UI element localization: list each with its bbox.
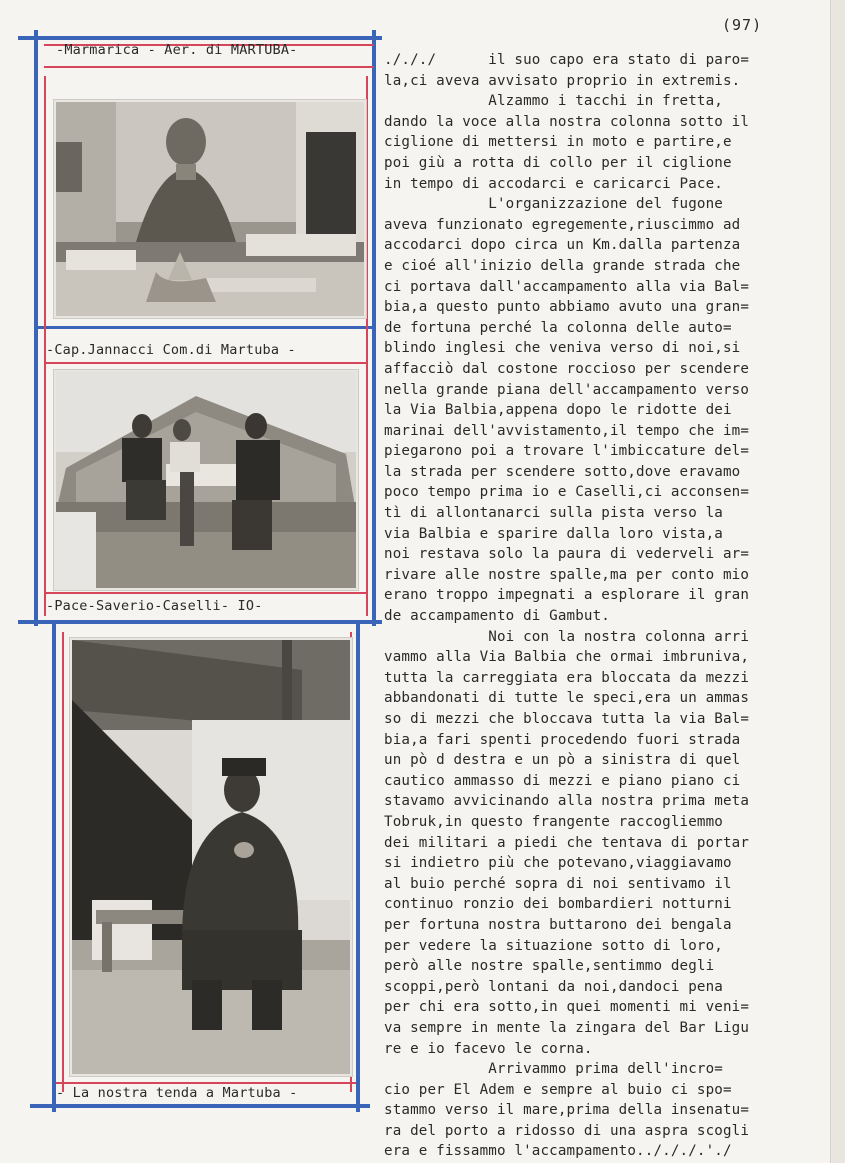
caption-top: -Marmarica - Aer. di MARTUBA-: [56, 42, 298, 58]
text-line: ci portava dall'accampamento alla via Bal=: [384, 278, 750, 295]
text-line: la strada per scendere sotto,dove eravamo: [384, 463, 741, 480]
photo-man-seated-image: [72, 640, 350, 1074]
red-line-mid-2: [46, 592, 366, 594]
frame-top-line: [18, 36, 382, 40]
red-line-lower-left: [62, 632, 64, 1092]
frame-lower-left: [52, 622, 56, 1112]
red-line-top-2: [44, 66, 374, 68]
text-line: L'organizzazione del fugone: [384, 196, 723, 213]
caption-photo1: -Cap.Jannacci Com.di Martuba -: [46, 342, 296, 358]
text-line: tì di allontanarci sulla pista verso la: [384, 505, 723, 522]
text-line: si indietro più che potevano,viaggiavamo: [384, 855, 732, 872]
text-line: per chi era sotto,in quei momenti mi veni=: [384, 999, 750, 1016]
text-line: marinai dell'avvistamento,il tempo che im=: [384, 422, 750, 439]
text-line: affacciò dal costone roccioso per scendere: [384, 360, 750, 377]
text-line: Alzammo i tacchi in fretta,: [384, 93, 723, 110]
text-line: e cioé all'inizio della grande strada che: [384, 257, 741, 274]
text-line: scoppi,però lontani da noi,dandoci pena: [384, 978, 723, 995]
text-line: per vedere la situazione sotto di loro,: [384, 937, 723, 954]
text-line: era e fissammo l'accampamento../././.'./: [384, 1143, 732, 1160]
photo-commander-at-desk: [54, 100, 366, 318]
red-line-mid: [46, 362, 366, 364]
text-line: bia,a questo punto abbiamo avuto una gran=: [384, 299, 750, 316]
text-line: ./././ il suo capo era stato di paro=: [384, 52, 750, 68]
text-line: va sempre in mente la zingara del Bar Ligu: [384, 1019, 750, 1036]
photo-men-at-table-by-tent: [54, 370, 358, 590]
text-line: tutta la carreggiata era bloccata da mezzi: [384, 669, 750, 686]
text-line: cio per El Adem e sempre al buio ci spo=: [384, 1081, 732, 1098]
frame-bottom-line: [30, 1104, 370, 1108]
text-line: però alle nostre spalle,sentimmo degli: [384, 958, 715, 975]
text-line: la Via Balbia,appena dopo le ridotte dei: [384, 402, 732, 419]
text-line: ciglione di mettersi in moto e partire,e: [384, 134, 732, 151]
text-line: dando la voce alla nostra colonna sotto il: [384, 113, 750, 130]
text-line: per fortuna nostra buttarono dei bengala: [384, 916, 732, 933]
text-line: bia,a fari spenti procedendo fuori strada: [384, 731, 741, 748]
caption-photo2: -Pace-Saverio-Caselli- IO-: [46, 598, 263, 614]
text-line: poco tempo prima io e Caselli,ci acconsen=: [384, 484, 750, 501]
text-line: de fortuna perché la colonna delle auto=: [384, 319, 732, 336]
frame-divider-2: [18, 620, 382, 624]
text-line: aveva funzionato egregemente,riuscimmo ad: [384, 216, 741, 233]
text-line: via Balbia e sparire dalla loro vista,a: [384, 525, 723, 542]
text-line: al buio perché sopra di noi sentivamo il: [384, 875, 732, 892]
caption-photo3: - La nostra tenda a Martuba -: [56, 1085, 298, 1101]
page-number: (97): [722, 16, 763, 34]
text-line: un pò d destra e un pò a sinistra di quel: [384, 752, 741, 769]
text-line: de accampamento di Gambut.: [384, 608, 610, 625]
photo-men-table-image: [56, 372, 356, 588]
text-line: vammo alla Via Balbia che ormai imbruniva,: [384, 649, 750, 666]
text-line: noi restava solo la paura di vederveli ar=: [384, 546, 750, 563]
text-line: piegarono poi a trovare l'imbiccature del=: [384, 443, 750, 460]
text-line: abbandonati di tutte le speci,era un ammas: [384, 690, 750, 707]
typewritten-text: [384, 50, 824, 1162]
photo-commander-image: [56, 102, 364, 316]
red-line-bottom: [56, 1082, 356, 1084]
text-line: Noi con la nostra colonna arri: [384, 628, 750, 645]
photo-man-seated-by-tent: [70, 638, 352, 1076]
text-line: rivare alle nostre spalle,ma per conto mio: [384, 566, 750, 583]
text-line: blindo inglesi che veniva verso di noi,si: [384, 340, 741, 357]
text-line: accodarci dopo circa un Km.dalla partenza: [384, 237, 741, 254]
red-line-right: [366, 76, 368, 616]
text-line: poi giù a rotta di collo per il ciglione: [384, 154, 732, 171]
text-line: continuo ronzio dei bombardieri notturni: [384, 896, 732, 913]
text-line: ra del porto a ridosso di una aspra scogli: [384, 1122, 750, 1139]
text-line: erano troppo impegnati a esplorare il gran: [384, 587, 750, 604]
text-line: nella grande piana dell'accampamento verso: [384, 381, 750, 398]
text-line: stammo verso il mare,prima della insenatu=: [384, 1102, 750, 1119]
text-line: dei militari a piedi che tentava di portar: [384, 834, 750, 851]
text-line: re e io facevo le corna.: [384, 1040, 593, 1057]
text-line: cautico ammasso di mezzi e piano piano ci: [384, 772, 741, 789]
frame-divider-1: [34, 326, 376, 329]
text-line: so di mezzi che bloccava tutta la via Bal=: [384, 711, 750, 727]
text-line: in tempo di accodarci e caricarci Pace.: [384, 175, 723, 192]
frame-lower-right: [356, 622, 360, 1112]
text-line: stavamo avvicinando alla nostra prima meta: [384, 793, 750, 810]
text-line: Arrivammo prima dell'incro=: [384, 1061, 723, 1078]
text-line: la,ci aveva avvisato proprio in extremis.: [384, 72, 741, 89]
page-edge: [830, 0, 845, 1163]
text-line: Tobruk,in questo frangente raccogliemmo: [384, 813, 723, 830]
